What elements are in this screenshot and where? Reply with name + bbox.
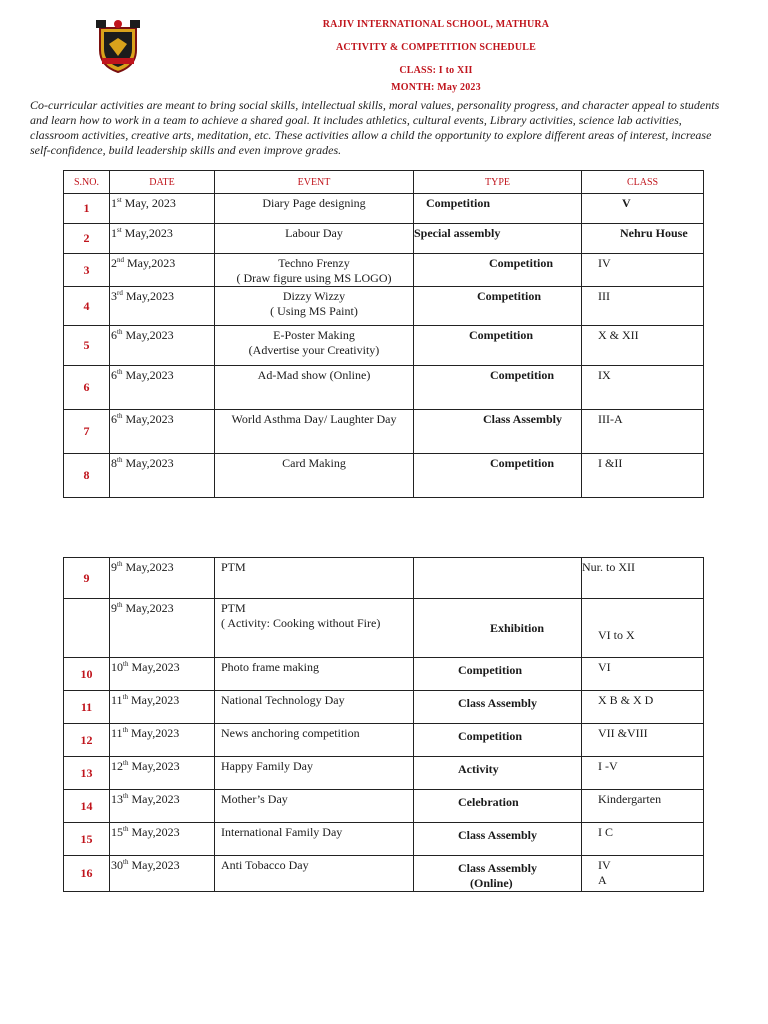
row-date xyxy=(110,599,215,658)
row-class: III-A xyxy=(582,410,704,454)
event-name: PTM xyxy=(221,560,246,574)
row-class: III xyxy=(582,287,704,326)
row-date xyxy=(110,691,215,724)
row-number: 11 xyxy=(64,691,110,724)
row-class xyxy=(582,757,704,790)
date-suffix: st xyxy=(117,196,122,204)
class-name: IV xyxy=(598,858,611,872)
table-row xyxy=(64,366,704,410)
date-rest: May,2023 xyxy=(128,825,180,839)
row-number xyxy=(64,599,110,658)
date-day: 6 xyxy=(111,412,117,426)
row-date xyxy=(110,757,215,790)
date-suffix: th xyxy=(117,368,123,376)
row-type xyxy=(414,757,582,790)
row-type: Competition xyxy=(414,454,582,498)
row-event xyxy=(215,691,414,724)
row-number: 14 xyxy=(64,790,110,823)
table-row xyxy=(64,658,704,691)
date-day: 9 xyxy=(111,601,117,615)
date-rest: May,2023 xyxy=(121,226,173,240)
event-name: Labour Day xyxy=(285,226,343,240)
intro-paragraph: Co-curricular activities are meant to bring social skills, intellectual skills, moral values, personality progress, and character appeal to students and learn how to work in a team to achieve a shared goal. It includes athletics, cultural events, Library activities, science lab activities, classroom activities, creative arts, meditation, etc. These activities allow a child the opportunity to explore different areas of interest, increase self-confidence, build leadership skills and even improve grades. xyxy=(30,98,720,157)
date-rest: May, 2023 xyxy=(121,196,176,210)
class-name: VII &VIII xyxy=(598,726,648,740)
event-name: Photo frame making xyxy=(221,660,319,674)
row-number: 15 xyxy=(64,823,110,856)
date-rest: May,2023 xyxy=(128,693,180,707)
date-rest: May,2023 xyxy=(128,792,180,806)
date-day: 11 xyxy=(111,693,123,707)
table-row xyxy=(64,454,704,498)
date-suffix: th xyxy=(117,560,123,568)
row-event xyxy=(215,757,414,790)
row-number: 7 xyxy=(64,410,110,454)
type-detail: (Online) xyxy=(470,876,513,890)
event-name: E-Poster Making xyxy=(273,328,355,342)
row-type: Class Assembly xyxy=(414,410,582,454)
row-date xyxy=(110,558,215,599)
date-suffix: th xyxy=(123,825,129,833)
class-name: Kindergarten xyxy=(598,792,662,806)
row-number: 10 xyxy=(64,658,110,691)
row-event xyxy=(215,454,414,498)
date-suffix: th xyxy=(117,328,123,336)
row-class xyxy=(582,691,704,724)
event-name: Happy Family Day xyxy=(221,759,313,773)
date-rest: May,2023 xyxy=(122,560,174,574)
row-class xyxy=(582,658,704,691)
date-suffix: rd xyxy=(117,289,123,297)
header-row xyxy=(64,171,704,194)
event-detail: (Advertise your Creativity) xyxy=(248,343,380,357)
row-type xyxy=(414,691,582,724)
school-name: RAJIV INTERNATIONAL SCHOOL, MATHURA xyxy=(322,19,550,30)
date-day: 13 xyxy=(111,792,123,806)
date-suffix: th xyxy=(117,601,123,609)
row-date xyxy=(110,790,215,823)
row-date xyxy=(110,724,215,757)
row-number: 12 xyxy=(64,724,110,757)
type-name: Exhibition xyxy=(490,620,545,635)
row-date xyxy=(110,224,215,254)
date-rest: May,2023 xyxy=(128,660,180,674)
event-name: Ad-Mad show (Online) xyxy=(257,368,371,382)
date-day: 6 xyxy=(111,328,117,342)
event-name: Diary Page designing xyxy=(262,196,366,210)
class-range: CLASS: I to XII xyxy=(399,65,473,76)
table-row xyxy=(64,194,704,224)
row-type xyxy=(414,599,582,658)
event-detail: ( Draw figure using MS LOGO) xyxy=(236,271,392,285)
row-event xyxy=(215,410,414,454)
date-rest: May,2023 xyxy=(128,759,180,773)
row-number: 5 xyxy=(64,326,110,366)
row-event xyxy=(215,194,414,224)
col-type: TYPE xyxy=(414,171,582,194)
row-event xyxy=(215,724,414,757)
table-row xyxy=(64,558,704,599)
table-row xyxy=(64,326,704,366)
table-row xyxy=(64,757,704,790)
class-name: VI xyxy=(598,660,611,674)
row-type xyxy=(414,724,582,757)
col-event: EVENT xyxy=(215,171,414,194)
date-suffix: th xyxy=(122,693,129,701)
row-event xyxy=(215,599,414,658)
date-rest: May,2023 xyxy=(122,456,174,470)
table-row xyxy=(64,410,704,454)
date-suffix: nd xyxy=(117,256,124,264)
type-name: Class Assembly xyxy=(458,696,538,710)
table-row xyxy=(64,724,704,757)
schedule-table-1 xyxy=(63,170,704,498)
row-event xyxy=(215,326,414,366)
type-name: Class Assembly xyxy=(458,828,538,842)
date-day: 15 xyxy=(111,825,123,839)
row-type xyxy=(414,856,582,892)
event-name: International Family Day xyxy=(221,825,343,839)
event-name: World Asthma Day/ Laughter Day xyxy=(231,412,397,426)
table-row xyxy=(64,856,704,892)
date-suffix: th xyxy=(117,412,123,420)
row-type: Special assembly xyxy=(414,224,582,254)
row-date xyxy=(110,287,215,326)
table-row xyxy=(64,691,704,724)
row-class xyxy=(582,558,704,599)
row-class: Nehru House xyxy=(582,224,704,254)
row-number: 2 xyxy=(64,224,110,254)
type-name: Competition xyxy=(458,663,522,677)
date-day: 9 xyxy=(111,560,117,574)
row-date xyxy=(110,658,215,691)
date-day: 1 xyxy=(111,196,117,210)
class-name: I -V xyxy=(598,759,618,773)
row-type: Competition xyxy=(414,254,582,287)
row-number: 8 xyxy=(64,454,110,498)
table-row xyxy=(64,823,704,856)
row-type: Competition xyxy=(414,366,582,410)
date-rest: May,2023 xyxy=(122,412,174,426)
row-event xyxy=(215,224,414,254)
date-rest: May,2023 xyxy=(122,328,174,342)
row-type: Competition xyxy=(414,287,582,326)
row-event xyxy=(215,558,414,599)
date-day: 8 xyxy=(111,456,117,470)
table-row xyxy=(64,790,704,823)
event-detail: ( Using MS Paint) xyxy=(270,304,358,318)
row-type: Competition xyxy=(414,326,582,366)
event-name: Anti Tobacco Day xyxy=(221,858,309,872)
date-suffix: th xyxy=(117,456,123,464)
row-date xyxy=(110,823,215,856)
row-number: 1 xyxy=(64,194,110,224)
row-number: 16 xyxy=(64,856,110,892)
schedule-table-2 xyxy=(63,557,704,892)
row-class: IX xyxy=(582,366,704,410)
event-name: Card Making xyxy=(282,456,346,470)
row-number: 9 xyxy=(64,558,110,599)
date-suffix: th xyxy=(123,660,129,668)
row-type xyxy=(414,823,582,856)
row-number: 13 xyxy=(64,757,110,790)
row-event xyxy=(215,254,414,287)
date-suffix: th xyxy=(123,792,129,800)
row-event xyxy=(215,287,414,326)
type-name: Celebration xyxy=(458,795,519,809)
row-class: I &II xyxy=(582,454,704,498)
date-day: 12 xyxy=(111,759,123,773)
row-class: IV xyxy=(582,254,704,287)
row-class xyxy=(582,790,704,823)
date-rest: May,2023 xyxy=(122,368,174,382)
row-class xyxy=(582,823,704,856)
date-suffix: th xyxy=(122,726,129,734)
date-rest: May,2023 xyxy=(122,289,175,303)
row-event xyxy=(215,658,414,691)
date-suffix: th xyxy=(123,759,129,767)
row-type xyxy=(414,658,582,691)
row-date xyxy=(110,856,215,892)
event-name: Techno Frenzy xyxy=(278,256,350,270)
row-date xyxy=(110,194,215,224)
row-class xyxy=(582,724,704,757)
event-name: Mother’s Day xyxy=(221,792,288,806)
row-event xyxy=(215,856,414,892)
date-rest: May,2023 xyxy=(124,256,176,270)
row-number: 3 xyxy=(64,254,110,287)
date-day: 10 xyxy=(111,660,123,674)
date-day: 1 xyxy=(111,226,117,240)
date-rest: May,2023 xyxy=(128,858,180,872)
class-name: I C xyxy=(598,825,613,839)
col-sno: S.NO. xyxy=(64,171,110,194)
row-event xyxy=(215,823,414,856)
table-row xyxy=(64,224,704,254)
row-type xyxy=(414,558,582,599)
type-name: Class Assembly xyxy=(458,861,538,875)
table-row xyxy=(64,287,704,326)
row-event xyxy=(215,366,414,410)
event-name: News anchoring competition xyxy=(221,726,360,740)
month-label: MONTH: May 2023 xyxy=(391,82,481,93)
row-date xyxy=(110,326,215,366)
row-class xyxy=(582,599,704,658)
row-date xyxy=(110,254,215,287)
event-name: National Technology Day xyxy=(221,693,345,707)
row-class xyxy=(582,856,704,892)
date-suffix: st xyxy=(117,226,122,234)
row-class: X & XII xyxy=(582,326,704,366)
date-day: 6 xyxy=(111,368,117,382)
class-detail: VI to X xyxy=(598,628,635,642)
class-detail: A xyxy=(598,873,607,887)
col-class: CLASS xyxy=(582,171,704,194)
type-name: Activity xyxy=(458,762,499,776)
date-day: 2 xyxy=(111,256,117,270)
row-date xyxy=(110,366,215,410)
row-number: 4 xyxy=(64,287,110,326)
class-name: Nur. to XII xyxy=(582,560,635,574)
date-day: 30 xyxy=(111,858,123,872)
row-date xyxy=(110,410,215,454)
row-event xyxy=(215,790,414,823)
row-type: Competition xyxy=(414,194,582,224)
date-day: 11 xyxy=(111,726,123,740)
class-name: X B & X D xyxy=(598,693,654,707)
table-row xyxy=(64,599,704,658)
row-number: 6 xyxy=(64,366,110,410)
type-name: Competition xyxy=(458,729,522,743)
event-name: PTM xyxy=(221,601,246,615)
date-rest: May,2023 xyxy=(128,726,180,740)
schedule-title: ACTIVITY & COMPETITION SCHEDULE xyxy=(335,42,537,53)
date-day: 3 xyxy=(111,289,117,303)
row-type xyxy=(414,790,582,823)
row-date xyxy=(110,454,215,498)
event-name: Dizzy Wizzy xyxy=(282,289,346,303)
date-rest: May,2023 xyxy=(122,601,174,615)
table-row xyxy=(64,254,704,287)
date-suffix: th xyxy=(123,858,129,866)
row-class: V xyxy=(582,194,704,224)
event-detail: ( Activity: Cooking without Fire) xyxy=(221,616,381,630)
col-date: DATE xyxy=(110,171,215,194)
